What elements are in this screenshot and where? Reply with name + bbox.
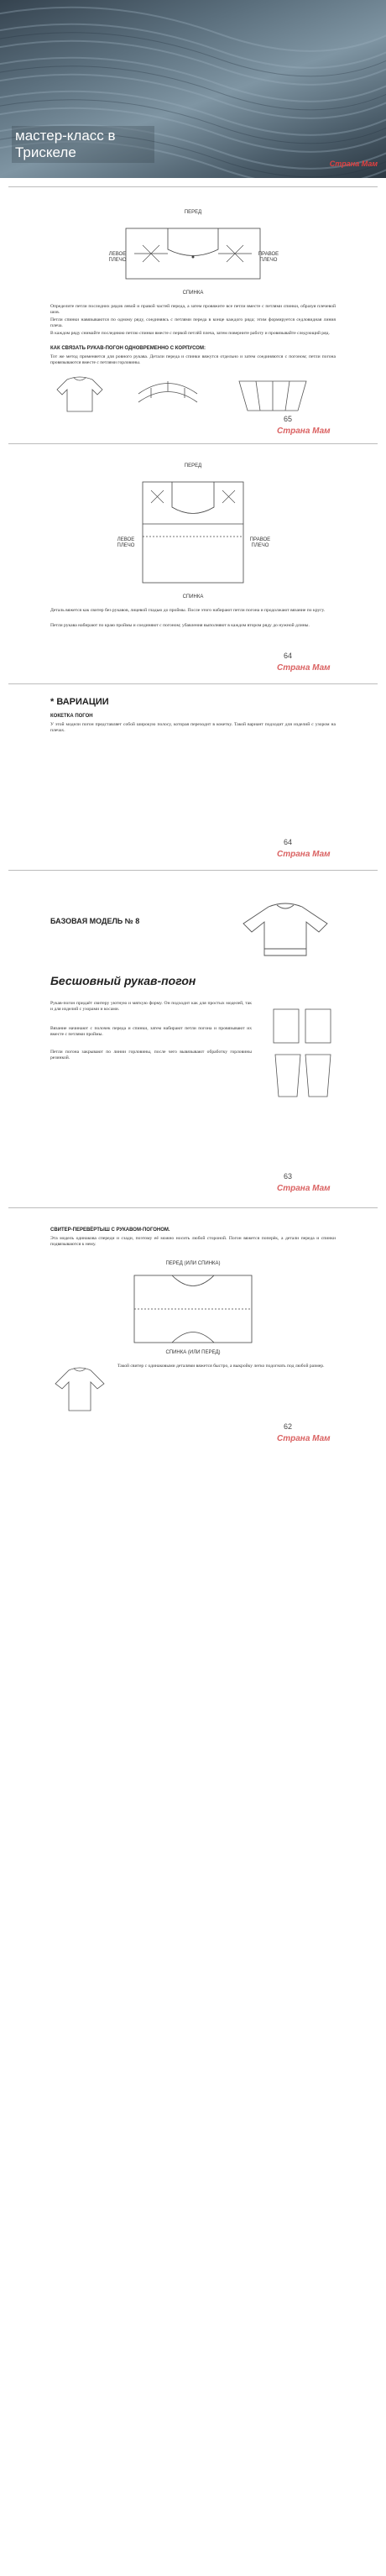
banner-photo <box>0 0 386 178</box>
paragraph: Определите петли последних рядов левой и правой частей переда, а затем провяжите все петли вместе с петлями спинки, образуя плечевой шов. <box>50 304 336 316</box>
banner-title: мастер-класс в Трискеле <box>12 126 154 163</box>
paragraph: Эта модель одинакова спереди и сзади, поэтому её можно носить любой стороной. Погон вяжется поперёк, а детали переда и спинки подвязываются к нему. <box>50 1236 336 1248</box>
divider <box>8 1207 378 1208</box>
shoulder-saddle-diagram <box>117 220 269 287</box>
base-model-label: БАЗОВАЯ МОДЕЛЬ № 8 <box>50 917 140 925</box>
paragraph: Тот же метод применяется для ровного рукава. Детали переда и спинки вяжутся отдельно и затем соединяются с погоном; петли погона провязываются вместе с петлями горловины. <box>50 354 336 366</box>
label-back: СПИНКА <box>182 594 204 599</box>
raglan-pieces-diagram <box>267 1004 337 1105</box>
paragraph: В каждом ряду снимайте последнюю петлю спинки вместе с первой петлёй плеча, затем поверните работу и провязывайте следующий ряд. <box>50 331 330 336</box>
paragraph: Петли погона закрывают по линии горловины, после чего вывязывают обработку горловины резинкой. <box>50 1050 252 1061</box>
label-left-shoulder: ЛЕВОЕ ПЛЕЧО <box>117 537 135 548</box>
divider <box>8 870 378 871</box>
page-number: 63 <box>284 1172 293 1181</box>
label-front: ПЕРЕД <box>184 463 202 469</box>
section-heading: СВИТЕР-ПЕРЕВЁРТЫШ С РУКАВОМ-ПОГОНОМ. <box>50 1228 170 1233</box>
reversible-sweater-diagram <box>117 1271 269 1347</box>
paragraph: Вязание начинают с полочек переда и спинки, затем набирают петли погона и провязывают их вместе с петлями проймы. <box>50 1026 252 1038</box>
banner-brand: Страна Мам <box>329 160 378 168</box>
label-right-shoulder: ПРАВОЕ ПЛЕЧО <box>258 252 279 263</box>
watermark: Страна Мам <box>277 663 331 673</box>
section-title: Бесшовный рукав-погон <box>50 974 196 987</box>
divider <box>8 443 378 444</box>
page-number: 64 <box>284 838 293 846</box>
label-left-shoulder: ЛЕВОЕ ПЛЕЧО <box>108 252 127 263</box>
label-back-or-front: СПИНКА (ИЛИ ПЕРЕД) <box>165 1350 221 1355</box>
label-right-shoulder: ПРАВОЕ ПЛЕЧО <box>249 537 271 548</box>
variations-subheading: КОКЕТКА ПОГОН <box>50 714 93 719</box>
section-heading: КАК СВЯЗАТЬ РУКАВ-ПОГОН ОДНОВРЕМЕННО С КОРПУСОМ: <box>50 346 206 351</box>
sweater-sketch-icon <box>50 1364 109 1414</box>
paragraph: Петли рукава набирают по краю проймы и соединяют с погоном; убавления выполняют в каждом втором ряду до нужной длины. <box>50 623 310 628</box>
sweater-sketch-icon <box>235 898 336 959</box>
yoke-detail-icon <box>134 373 201 415</box>
sleeve-yoke-diagram <box>126 474 260 591</box>
paragraph: Деталь вяжется как свитер без рукавов, лицевой гладью до проймы. После этого набирают петли погона и продолжают вязание по кругу. <box>50 608 326 613</box>
divider <box>8 186 378 187</box>
page-number: 62 <box>284 1422 293 1431</box>
watermark: Страна Мам <box>277 1434 331 1443</box>
watermark: Страна Мам <box>277 1184 331 1193</box>
label-front: ПЕРЕД <box>184 210 202 215</box>
sweater-sketch-icon <box>50 373 109 415</box>
page-number: 64 <box>284 652 293 660</box>
paragraph: Такой свитер с одинаковыми деталями вяжется быстро, а выкройку легко подогнать под любой размер. <box>117 1364 325 1369</box>
watermark: Страна Мам <box>277 850 331 859</box>
divider <box>8 683 378 684</box>
paragraph: Петли спинки навязываются по одному ряду, соединяясь с петлями переда в конце каждого ряда; этим формируется седловидная линия плеча. <box>50 317 336 329</box>
variations-heading: * ВАРИАЦИИ <box>50 697 109 707</box>
label-front-or-back: ПЕРЕД (ИЛИ СПИНКА) <box>165 1261 221 1266</box>
watermark: Страна Мам <box>277 427 331 436</box>
paragraph: Рукав-погон придаёт свитеру уютную и мягкую форму. Он подходит как для простых моделей, так и для изделий с узорами и косами. <box>50 1001 252 1013</box>
paragraph: У этой модели погон представляет собой широкую полосу, которая переходит в кокетку. Такой вариант подходит для изделий с узором на плечах. <box>50 722 336 734</box>
sleeve-pattern-icon <box>235 373 310 415</box>
label-back: СПИНКА <box>182 291 204 296</box>
page-number: 65 <box>284 415 293 423</box>
